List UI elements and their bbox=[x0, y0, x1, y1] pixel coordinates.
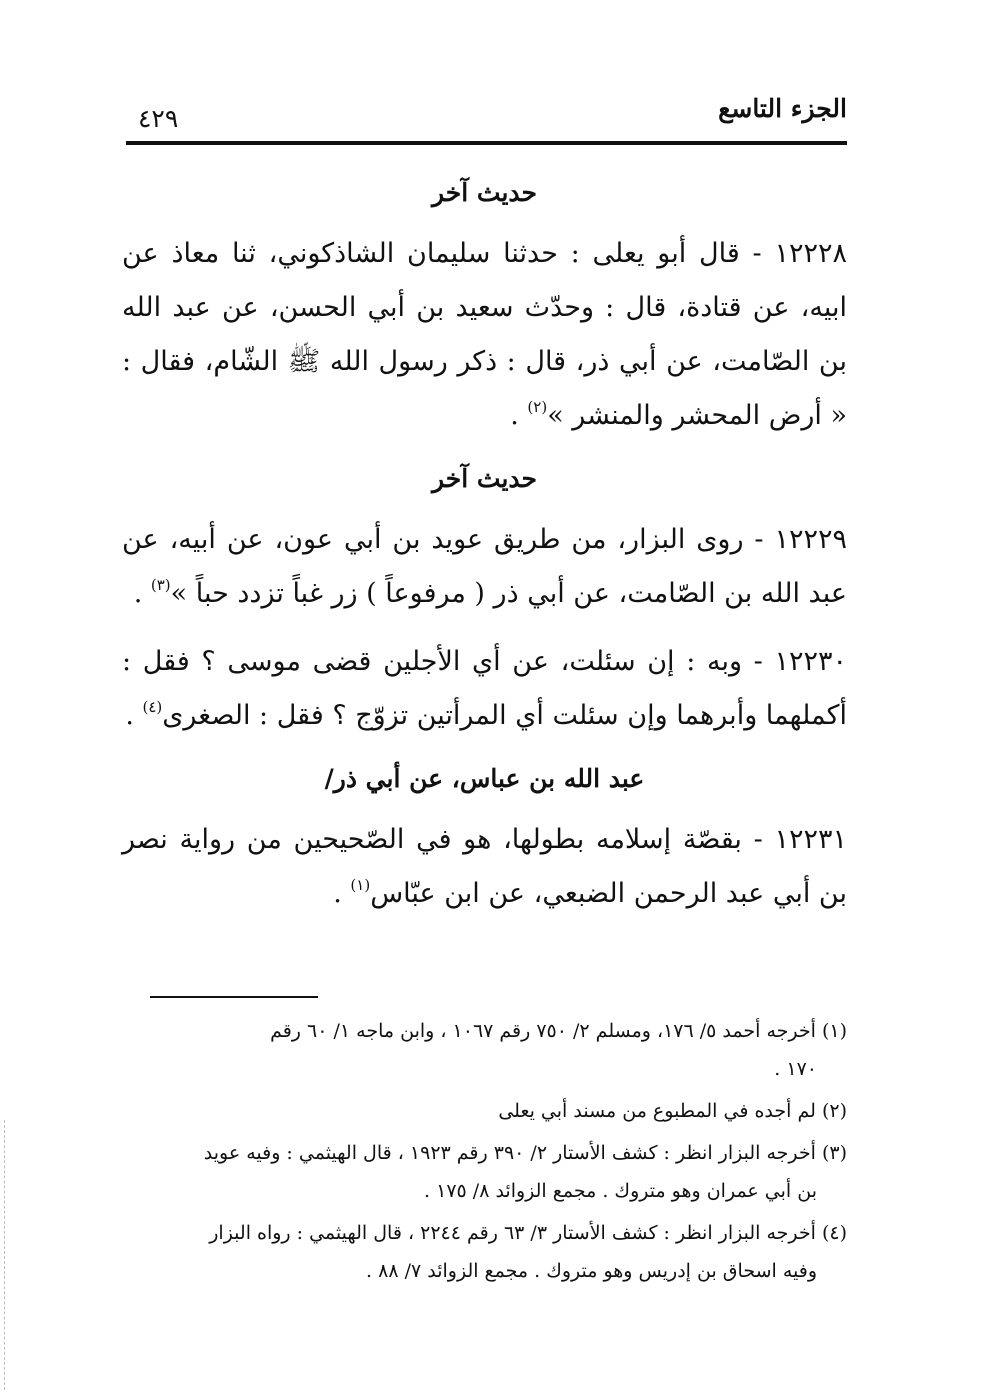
footnote bbox=[122, 1214, 847, 1290]
footnote-marker: (٢) bbox=[821, 1100, 847, 1122]
main-text bbox=[122, 157, 847, 935]
footnote-separator bbox=[150, 996, 318, 998]
hadith-text: وبه : إن سئلت، عن أي الأجلين قضى موسى ؟ فقل : أكملهما وأبرهما وإن سئلت أي المرأتين تزوّج ؟ فقل : الصغرى bbox=[122, 646, 847, 731]
hadith-entry bbox=[122, 635, 847, 743]
hadith-entry bbox=[122, 227, 847, 443]
running-header bbox=[132, 88, 847, 134]
hadith-number: ١٢٢٣٠ bbox=[774, 646, 847, 677]
footnote-marker: (١) bbox=[821, 1020, 847, 1042]
page-number: ٤٢٩ bbox=[138, 104, 179, 133]
footnote bbox=[122, 1012, 847, 1088]
hadith-dash: - bbox=[742, 646, 763, 677]
hadith-dash: - bbox=[743, 524, 764, 555]
footnote-ref: (٣) bbox=[150, 576, 171, 594]
footnote-marker: (٤) bbox=[821, 1222, 847, 1244]
footnote-marker: (٣) bbox=[821, 1142, 847, 1164]
hadith-dash: - bbox=[739, 238, 762, 269]
footnote bbox=[122, 1092, 847, 1130]
footnote-text: لم أجده في المطبوع من مسند أبي يعلى bbox=[498, 1100, 816, 1122]
hadith-end: . bbox=[133, 578, 151, 609]
section-heading: حديث آخر bbox=[432, 464, 537, 493]
hadith-entry bbox=[122, 513, 847, 621]
hadith-number: ١٢٢٣١ bbox=[774, 824, 847, 855]
footnote-ref: (١) bbox=[350, 876, 371, 894]
footnotes bbox=[122, 1012, 847, 1294]
footnote-ref: (٢) bbox=[527, 398, 548, 416]
hadith-entry bbox=[122, 813, 847, 921]
hadith-end: . bbox=[125, 700, 143, 731]
footnote-continuation: وفيه اسحاق بن إدريس وهو متروك . مجمع الزوائد ٧/ ٨٨ . bbox=[366, 1260, 817, 1282]
footnote-text: أخرجه البزار انظر : كشف الأستار ٣/ ٦٣ رقم ٢٢٤٤ ، قال الهيثمي : رواه البزار bbox=[209, 1222, 816, 1244]
page-edge-dashes bbox=[4, 1120, 6, 1390]
hadith-dash: - bbox=[741, 824, 763, 855]
hadith-number: ١٢٢٢٩ bbox=[774, 524, 847, 555]
hadith-end: . bbox=[510, 400, 528, 431]
footnote-continuation: بن أبي عمران وهو متروك . مجمع الزوائد ٨/ ١٧٥ . bbox=[424, 1180, 817, 1202]
footnote-text: أخرجه أحمد ٥/ ١٧٦، ومسلم ٢/ ٧٥٠ رقم ١٠٦٧ ، وابن ماجه ١/ ٦٠ رقم bbox=[270, 1020, 816, 1042]
header-rule bbox=[126, 141, 847, 145]
hadith-number: ١٢٢٢٨ bbox=[774, 238, 847, 269]
running-title: الجزء التاسع bbox=[718, 94, 847, 123]
hadith-text: قال أبو يعلى : حدثنا سليمان الشاذكوني، ثنا معاذ عن ابيه، عن قتادة، قال : وحدّث سعيد بن أبي الحسن، عن عبد الله بن الصّامت، عن أبي ذر، قال : ذكر رسول الله ﷺ الشّام، فقال : « أرض المحشر والمنشر » bbox=[122, 238, 847, 431]
hadith-text: بقصّة إسلامه بطولها، هو في الصّحيحين من رواية نصر بن أبي عبد الرحمن الضبعي، عن ابن عبّاس bbox=[122, 824, 847, 909]
footnote-text: أخرجه البزار انظر : كشف الأستار ٢/ ٣٩٠ رقم ١٩٢٣ ، قال الهيثمي : وفيه عويد bbox=[203, 1142, 816, 1164]
section-heading: حديث آخر bbox=[432, 178, 537, 207]
section-heading: عبد الله بن عباس، عن أبي ذر/ bbox=[324, 764, 645, 793]
footnote bbox=[122, 1134, 847, 1210]
footnote-continuation: ١٧٠ . bbox=[774, 1058, 817, 1080]
hadith-end: . bbox=[333, 878, 351, 909]
footnote-ref: (٤) bbox=[142, 698, 163, 716]
hadith-text: روى البزار، من طريق عويد بن أبي عون، عن أبيه، عن عبد الله بن الصّامت، عن أبي ذر ( مرفوعاً ) زر غباً تزدد حباً » bbox=[122, 524, 847, 609]
